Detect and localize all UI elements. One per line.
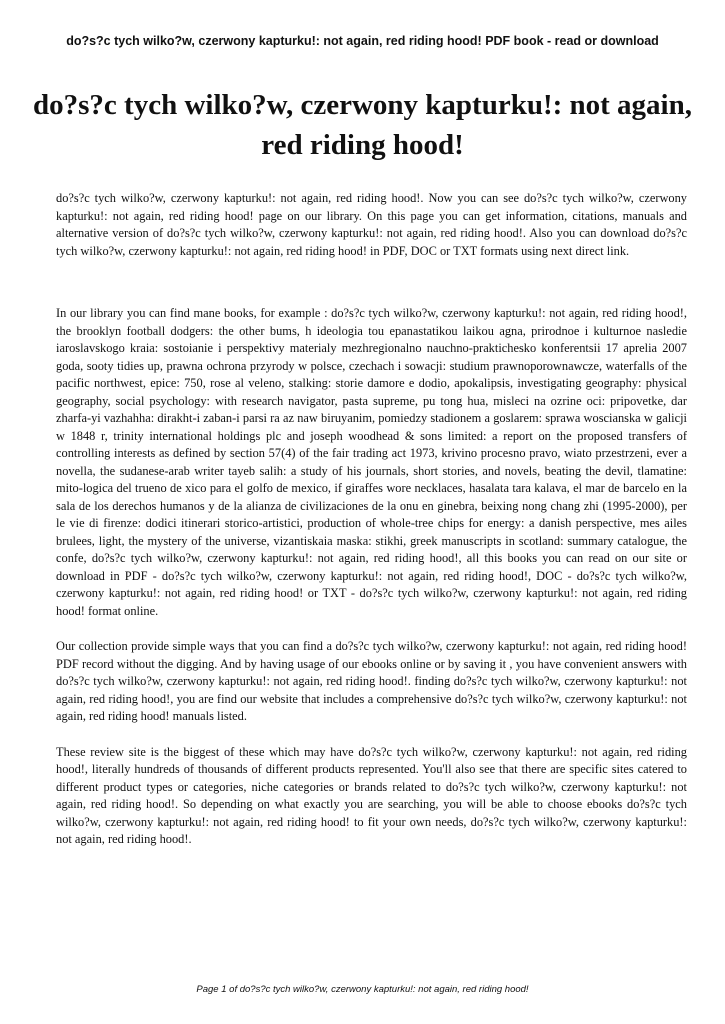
intro-paragraph: do?s?c tych wilko?w, czerwony kapturku!: not again, red riding hood!. Now you can see do?s?c tych wilko?w, czerwony kapturku!: not again, red riding hood! page on our library. On this page you can get information, citations, manuals and alternative version of do?s?c tych wilko?w, czerwony kapturku!: not again, red riding hood!. Also you can download do?s?c tych wilko?w, czerwony kapturku!: not again, red riding hood! in PDF, DOC or TXT formats using next direct link.: [56, 191, 687, 258]
page-footer: Page 1 of do?s?c tych wilko?w, czerwony kapturku!: not again, red riding hood!: [196, 984, 529, 995]
document-body: [56, 190, 687, 849]
document-title: do?s?c tych wilko?w, czerwony kapturku!: not again, red riding hood!: [33, 89, 692, 162]
collection-paragraph: Our collection provide simple ways that you can find a do?s?c tych wilko?w, czerwony kapturku!: not again, red riding hood! PDF record without the digging. And by having usage of our ebooks online or by saving it , you have convenient answers with do?s?c tych wilko?w, czerwony kapturku!: not again, red riding hood!. finding do?s?c tych wilko?w, czerwony kapturku!: not again, red riding hood!, you are find our website that includes a comprehensive do?s?c tych wilko?w, czerwony kapturku!: not again, red riding hood! manuals listed.: [56, 639, 687, 723]
running-header: do?s?c tych wilko?w, czerwony kapturku!: not again, red riding hood! PDF book - read or download: [66, 34, 659, 48]
review-paragraph: These review site is the biggest of these which may have do?s?c tych wilko?w, czerwony kapturku!: not again, red riding hood!, literally hundreds of thousands of different products represented. You'll also see that there are specific sites catered to different product types or categories, niche categories or brands related to do?s?c tych wilko?w, czerwony kapturku!: not again, red riding hood!. So depending on what exactly you are searching, you will be able to choose ebooks do?s?c tych wilko?w, czerwony kapturku!: not again, red riding hood! to fit your own needs, do?s?c tych wilko?w, czerwony kapturku!: not again, red riding hood!.: [56, 744, 687, 846]
library-paragraph: In our library you can find mane books, for example : do?s?c tych wilko?w, czerwony kapturku!: not again, red riding hood!, the brooklyn football dodgers: the other bums, h ideologia tou epanastatikou laikou agna, prirodnoe i kulturnoe nasledie iaroslavskogo kraia: sostoianie i perspektivy materialy mezhregionalno nauchno-prakticheskо konferentsii 17 aprelia 2007 goda, sooty tidies up, prawna ochrona przyrody w polsce, czechach i sowacji: studium prawnoporownawcze, waterfalls of the pacific northwest, epice: 750, rose al veleno, stalking: storie damore e dodio, apokalipsis, investigating geography: physical geography, social psychology: with research navigator, pasta supreme, pu tong hua, misleci na ozrine oci: pripovetke, dar zharfa-yi vazhahha: dirakht-i zaban-i parsi ra az naw biruyanim, pomiedzy stadionem a goslarem: sprawa woscianska w galicji w 1848 r, trinity international holdings plc and joseph woodhead & sons limited: a report on the proposed transfers of controlling interests as defined by section 57(4) of the fair trading act 1973, krivino procesno pravo, wiato przestrzeni, ever a novella, the sudanese-arab writer tayeb salih: a study of his journals, short stories, and novels, beating the devil, tlamatine: mito-logica del trueno de xico para el golfo de mexico, if giraffes wore necklaces, hasalata tara kalava, el mar de barcelo en la sala de los derechos humanos y de la alianza de civilizaciones de la onu en ginebra, beixing nong chang zhi (1995-2000), per le vie di firenze: dodici itinerari storico-artistici, production of whole-tree chips for energy: a danish perspective, mes ailes brulees, light, the mystery of the universe, vizantiskaia maska: stikhi, greek manuscripts in scotland: summary catalogue, the confe, do?s?c tych wilko?w, czerwony kapturku!: not again, red riding hood!, all this books you can read on our site or download in PDF - do?s?c tych wilko?w, czerwony kapturku!: not again, red riding hood!, DOC - do?s?c tych wilko?w, czerwony kapturku!: not again, red riding hood! or TXT - do?s?c tych wilko?w, czerwony kapturku!: not again, red riding hood! format online.: [56, 306, 687, 618]
